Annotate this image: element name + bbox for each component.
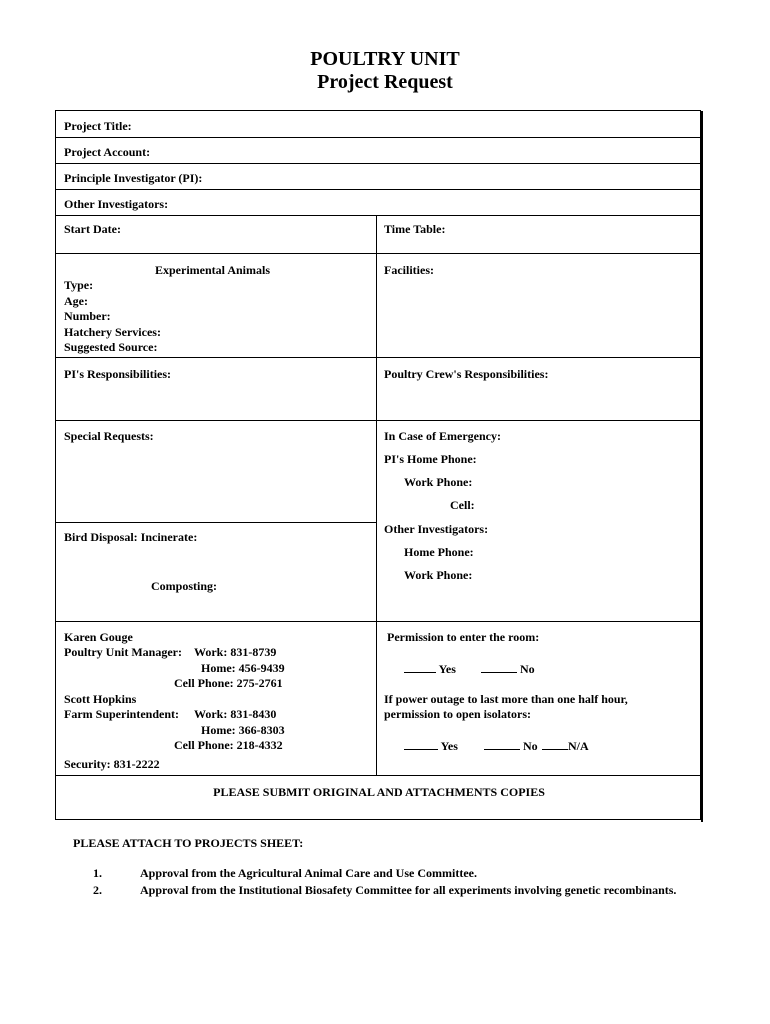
pi-responsibilities-field[interactable]: PI's Responsibilities: — [64, 367, 172, 381]
attach-item-num-1: 1. — [93, 866, 102, 880]
animal-age-field[interactable]: Age: — [64, 294, 88, 308]
divider — [56, 420, 700, 421]
attach-item-num-2: 2. — [93, 883, 102, 897]
hatchery-services-field[interactable]: Hatchery Services: — [64, 325, 161, 339]
yes-label: Yes — [438, 662, 456, 676]
yes-label: Yes — [440, 739, 458, 753]
divider — [56, 253, 700, 254]
isolator-permission-yes[interactable] — [404, 738, 458, 754]
special-requests-field[interactable]: Special Requests: — [64, 429, 154, 443]
divider — [56, 163, 700, 164]
suggested-source-field[interactable]: Suggested Source: — [64, 340, 158, 354]
divider — [56, 215, 700, 216]
pi-cell-field[interactable]: Cell: — [450, 498, 475, 512]
contact-work-1: Work: 831-8739 — [194, 645, 277, 659]
crew-responsibilities-field[interactable]: Poultry Crew's Responsibilities: — [384, 367, 549, 381]
outage-label-line1: If power outage to last more than one half hour, — [384, 692, 628, 706]
divider — [56, 357, 700, 358]
isolator-permission-na[interactable] — [542, 738, 589, 754]
divider — [56, 775, 700, 776]
submit-note: PLEASE SUBMIT ORIGINAL AND ATTACHMENTS COPIES — [213, 785, 545, 799]
contact-role-2: Farm Superintendent: — [64, 707, 179, 721]
contact-cell-1: Cell Phone: 275-2761 — [174, 676, 283, 690]
emergency-heading: In Case of Emergency: — [384, 429, 501, 443]
room-permission-yes[interactable] — [404, 661, 456, 677]
pi-home-phone-field[interactable]: PI's Home Phone: — [384, 452, 477, 466]
animals-heading: Experimental Animals — [155, 263, 271, 277]
contact-home-2: Home: 366-8303 — [201, 723, 285, 737]
bird-disposal-incinerate-field[interactable]: Bird Disposal: Incinerate: — [64, 530, 198, 544]
attach-item-1: Approval from the Agricultural Animal Care and Use Committee. — [140, 866, 477, 880]
room-permission-no[interactable] — [481, 661, 535, 677]
no-label: No — [520, 662, 535, 676]
security-contact: Security: 831-2222 — [64, 757, 160, 771]
contact-work-2: Work: 831-8430 — [194, 707, 277, 721]
contact-home-1: Home: 456-9439 — [201, 661, 285, 675]
project-account-field[interactable]: Project Account: — [64, 145, 151, 159]
animal-type-field[interactable]: Type: — [64, 278, 94, 292]
time-table-field[interactable]: Time Table: — [384, 222, 446, 236]
blank-line — [484, 738, 520, 750]
other-work-phone-field[interactable]: Work Phone: — [404, 568, 473, 582]
outage-label-line2: permission to open isolators: — [384, 707, 531, 721]
facilities-field[interactable]: Facilities: — [384, 263, 434, 277]
other-home-phone-field[interactable]: Home Phone: — [404, 545, 474, 559]
blank-line — [542, 738, 568, 750]
room-permission-label: Permission to enter the room: — [387, 630, 540, 644]
pi-work-phone-field[interactable]: Work Phone: — [404, 475, 473, 489]
contact-role-1: Poultry Unit Manager: — [64, 645, 182, 659]
other-investigators-heading: Other Investigators: — [384, 522, 489, 536]
attach-item-2: Approval from the Institutional Biosafety Committee for all experiments involving genetic recombinants. — [140, 883, 677, 897]
divider — [56, 137, 700, 138]
no-label: No — [523, 739, 538, 753]
column-divider — [376, 215, 377, 775]
divider — [56, 621, 700, 622]
na-label: N/A — [568, 739, 589, 753]
pi-field[interactable]: Principle Investigator (PI): — [64, 171, 203, 185]
contact-name-2: Scott Hopkins — [64, 692, 137, 706]
blank-line — [404, 661, 436, 673]
form-title: POULTRY UNIT — [310, 48, 460, 70]
other-investigators-field[interactable]: Other Investigators: — [64, 197, 169, 211]
blank-line — [481, 661, 517, 673]
start-date-field[interactable]: Start Date: — [64, 222, 121, 236]
divider — [56, 189, 700, 190]
blank-line — [404, 738, 438, 750]
contact-cell-2: Cell Phone: 218-4332 — [174, 738, 283, 752]
attach-heading: PLEASE ATTACH TO PROJECTS SHEET: — [73, 836, 304, 850]
animal-number-field[interactable]: Number: — [64, 309, 111, 323]
form-subtitle: Project Request — [317, 71, 453, 93]
contact-name-1: Karen Gouge — [64, 630, 133, 644]
isolator-permission-no[interactable] — [484, 738, 538, 754]
project-request-form — [55, 110, 701, 820]
project-title-field[interactable]: Project Title: — [64, 119, 132, 133]
composting-field[interactable]: Composting: — [151, 579, 218, 593]
divider — [56, 522, 376, 523]
